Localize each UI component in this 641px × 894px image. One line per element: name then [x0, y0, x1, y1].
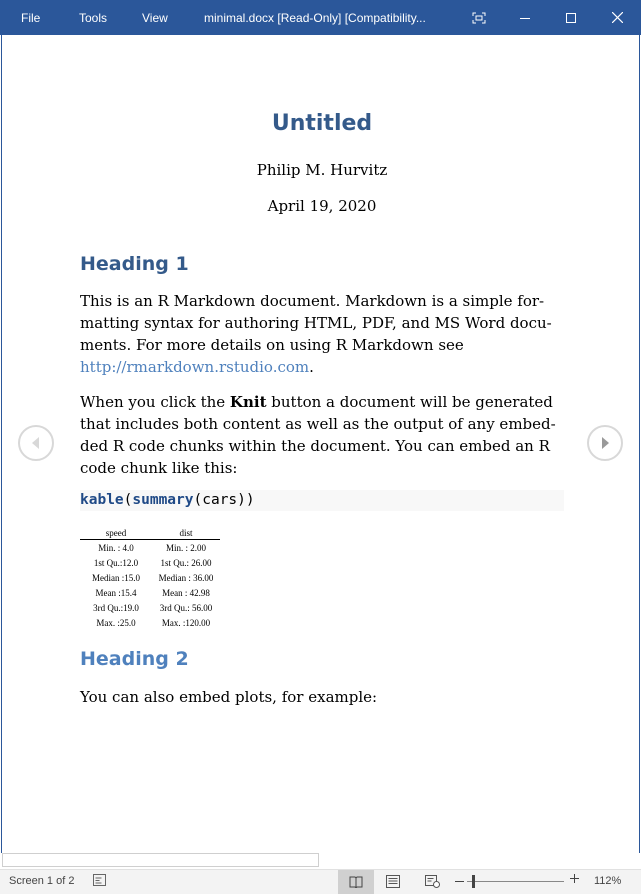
table-cell: 3rd Qu.: 56.00 — [159, 602, 213, 613]
table-cell: 1st Qu.: 26.00 — [160, 557, 212, 568]
paragraph-plots: You can also embed plots, for example: — [80, 688, 378, 706]
table-row — [80, 615, 220, 630]
minimize-icon — [520, 13, 530, 23]
plus-icon — [570, 874, 579, 883]
document-page — [1, 35, 640, 853]
table-header-speed: speed — [80, 526, 152, 540]
chevron-left-icon — [30, 436, 42, 450]
table-row — [80, 585, 220, 600]
table-row — [80, 540, 220, 556]
paragraph-intro — [80, 290, 560, 378]
table-cell: Mean :15.4 — [95, 587, 137, 598]
close-button[interactable] — [594, 0, 640, 35]
paragraph-knit-after: button a document will be generated that includes both content as well as the output of any embed-ded R code chunks within the document. You can embed an R code chunk like this: — [80, 393, 556, 477]
zoom-in-button[interactable] — [570, 874, 579, 886]
code-chunk — [80, 490, 564, 511]
web-layout-icon — [425, 875, 440, 888]
table-cell: Max. :120.00 — [161, 617, 211, 628]
print-layout-icon — [386, 875, 400, 888]
table-cell: Median :15.0 — [92, 572, 140, 583]
next-screen-button[interactable] — [587, 425, 623, 461]
minus-icon — [455, 877, 464, 886]
code-fn-summary: summary — [132, 492, 194, 508]
paragraph-intro-text: This is an R Markdown document. Markdown is a simple for-matting syntax for authoring HTML, PDF, and MS Word docu-ments. For more details on using R Markdown see — [80, 292, 552, 354]
table-cell: Min. : 2.00 — [165, 542, 206, 553]
book-icon — [349, 876, 363, 888]
status-bar — [0, 869, 641, 894]
code-paren: ( — [123, 492, 133, 508]
paragraph-intro-end: . — [309, 358, 314, 376]
minimize-button[interactable] — [502, 0, 548, 35]
maximize-button[interactable] — [548, 0, 594, 35]
paragraph-knit — [80, 391, 560, 479]
zoom-out-button[interactable] — [455, 874, 464, 888]
previous-screen-button[interactable] — [18, 425, 54, 461]
menu-file[interactable]: File — [21, 11, 41, 25]
horizontal-scrollbar[interactable] — [2, 853, 319, 867]
knit-bold: Knit — [229, 393, 267, 411]
code-fn-kable: kable — [80, 492, 124, 508]
proofing-icon[interactable] — [93, 874, 107, 890]
document-date: April 19, 2020 — [267, 197, 377, 215]
table-cell: Max. :25.0 — [96, 617, 136, 628]
chevron-right-icon — [599, 436, 611, 450]
rmarkdown-link[interactable]: http://rmarkdown.rstudio.com — [80, 358, 310, 376]
table-cell: Median : 36.00 — [158, 572, 214, 583]
summary-table — [80, 526, 220, 630]
read-mode-button[interactable] — [338, 870, 374, 894]
menu-tools[interactable]: Tools — [79, 11, 108, 25]
paragraph-knit-before: When you click the — [80, 393, 226, 411]
zoom-level[interactable]: 112% — [594, 875, 622, 887]
zoom-slider-track[interactable] — [467, 881, 564, 882]
close-icon — [612, 12, 623, 23]
table-cell: Mean : 42.98 — [162, 587, 210, 598]
table-header-dist: dist — [152, 526, 220, 540]
focus-mode-button[interactable] — [456, 0, 502, 35]
code-rest: (cars)) — [193, 492, 255, 508]
screen-indicator: Screen 1 of 2 — [9, 875, 75, 887]
table-cell: 1st Qu.:12.0 — [93, 557, 139, 568]
focus-mode-icon — [472, 12, 486, 24]
table-header-row — [80, 526, 220, 540]
title-bar — [0, 0, 641, 35]
maximize-icon — [566, 13, 576, 23]
document-title: Untitled — [271, 111, 373, 136]
web-layout-button[interactable] — [425, 875, 440, 891]
table-row — [80, 600, 220, 615]
table-cell: 3rd Qu.:19.0 — [93, 602, 139, 613]
heading-1: Heading 1 — [80, 253, 189, 275]
table-row — [80, 555, 220, 570]
window-title: minimal.docx [Read-Only] [Compatibility... — [204, 11, 426, 25]
heading-2: Heading 2 — [80, 648, 189, 670]
zoom-slider-thumb[interactable] — [472, 875, 475, 888]
print-layout-button[interactable] — [386, 875, 400, 891]
table-cell: Min. : 4.0 — [98, 542, 134, 553]
document-author: Philip M. Hurvitz — [256, 161, 388, 179]
table-row — [80, 570, 220, 585]
menu-view[interactable]: View — [142, 11, 168, 25]
